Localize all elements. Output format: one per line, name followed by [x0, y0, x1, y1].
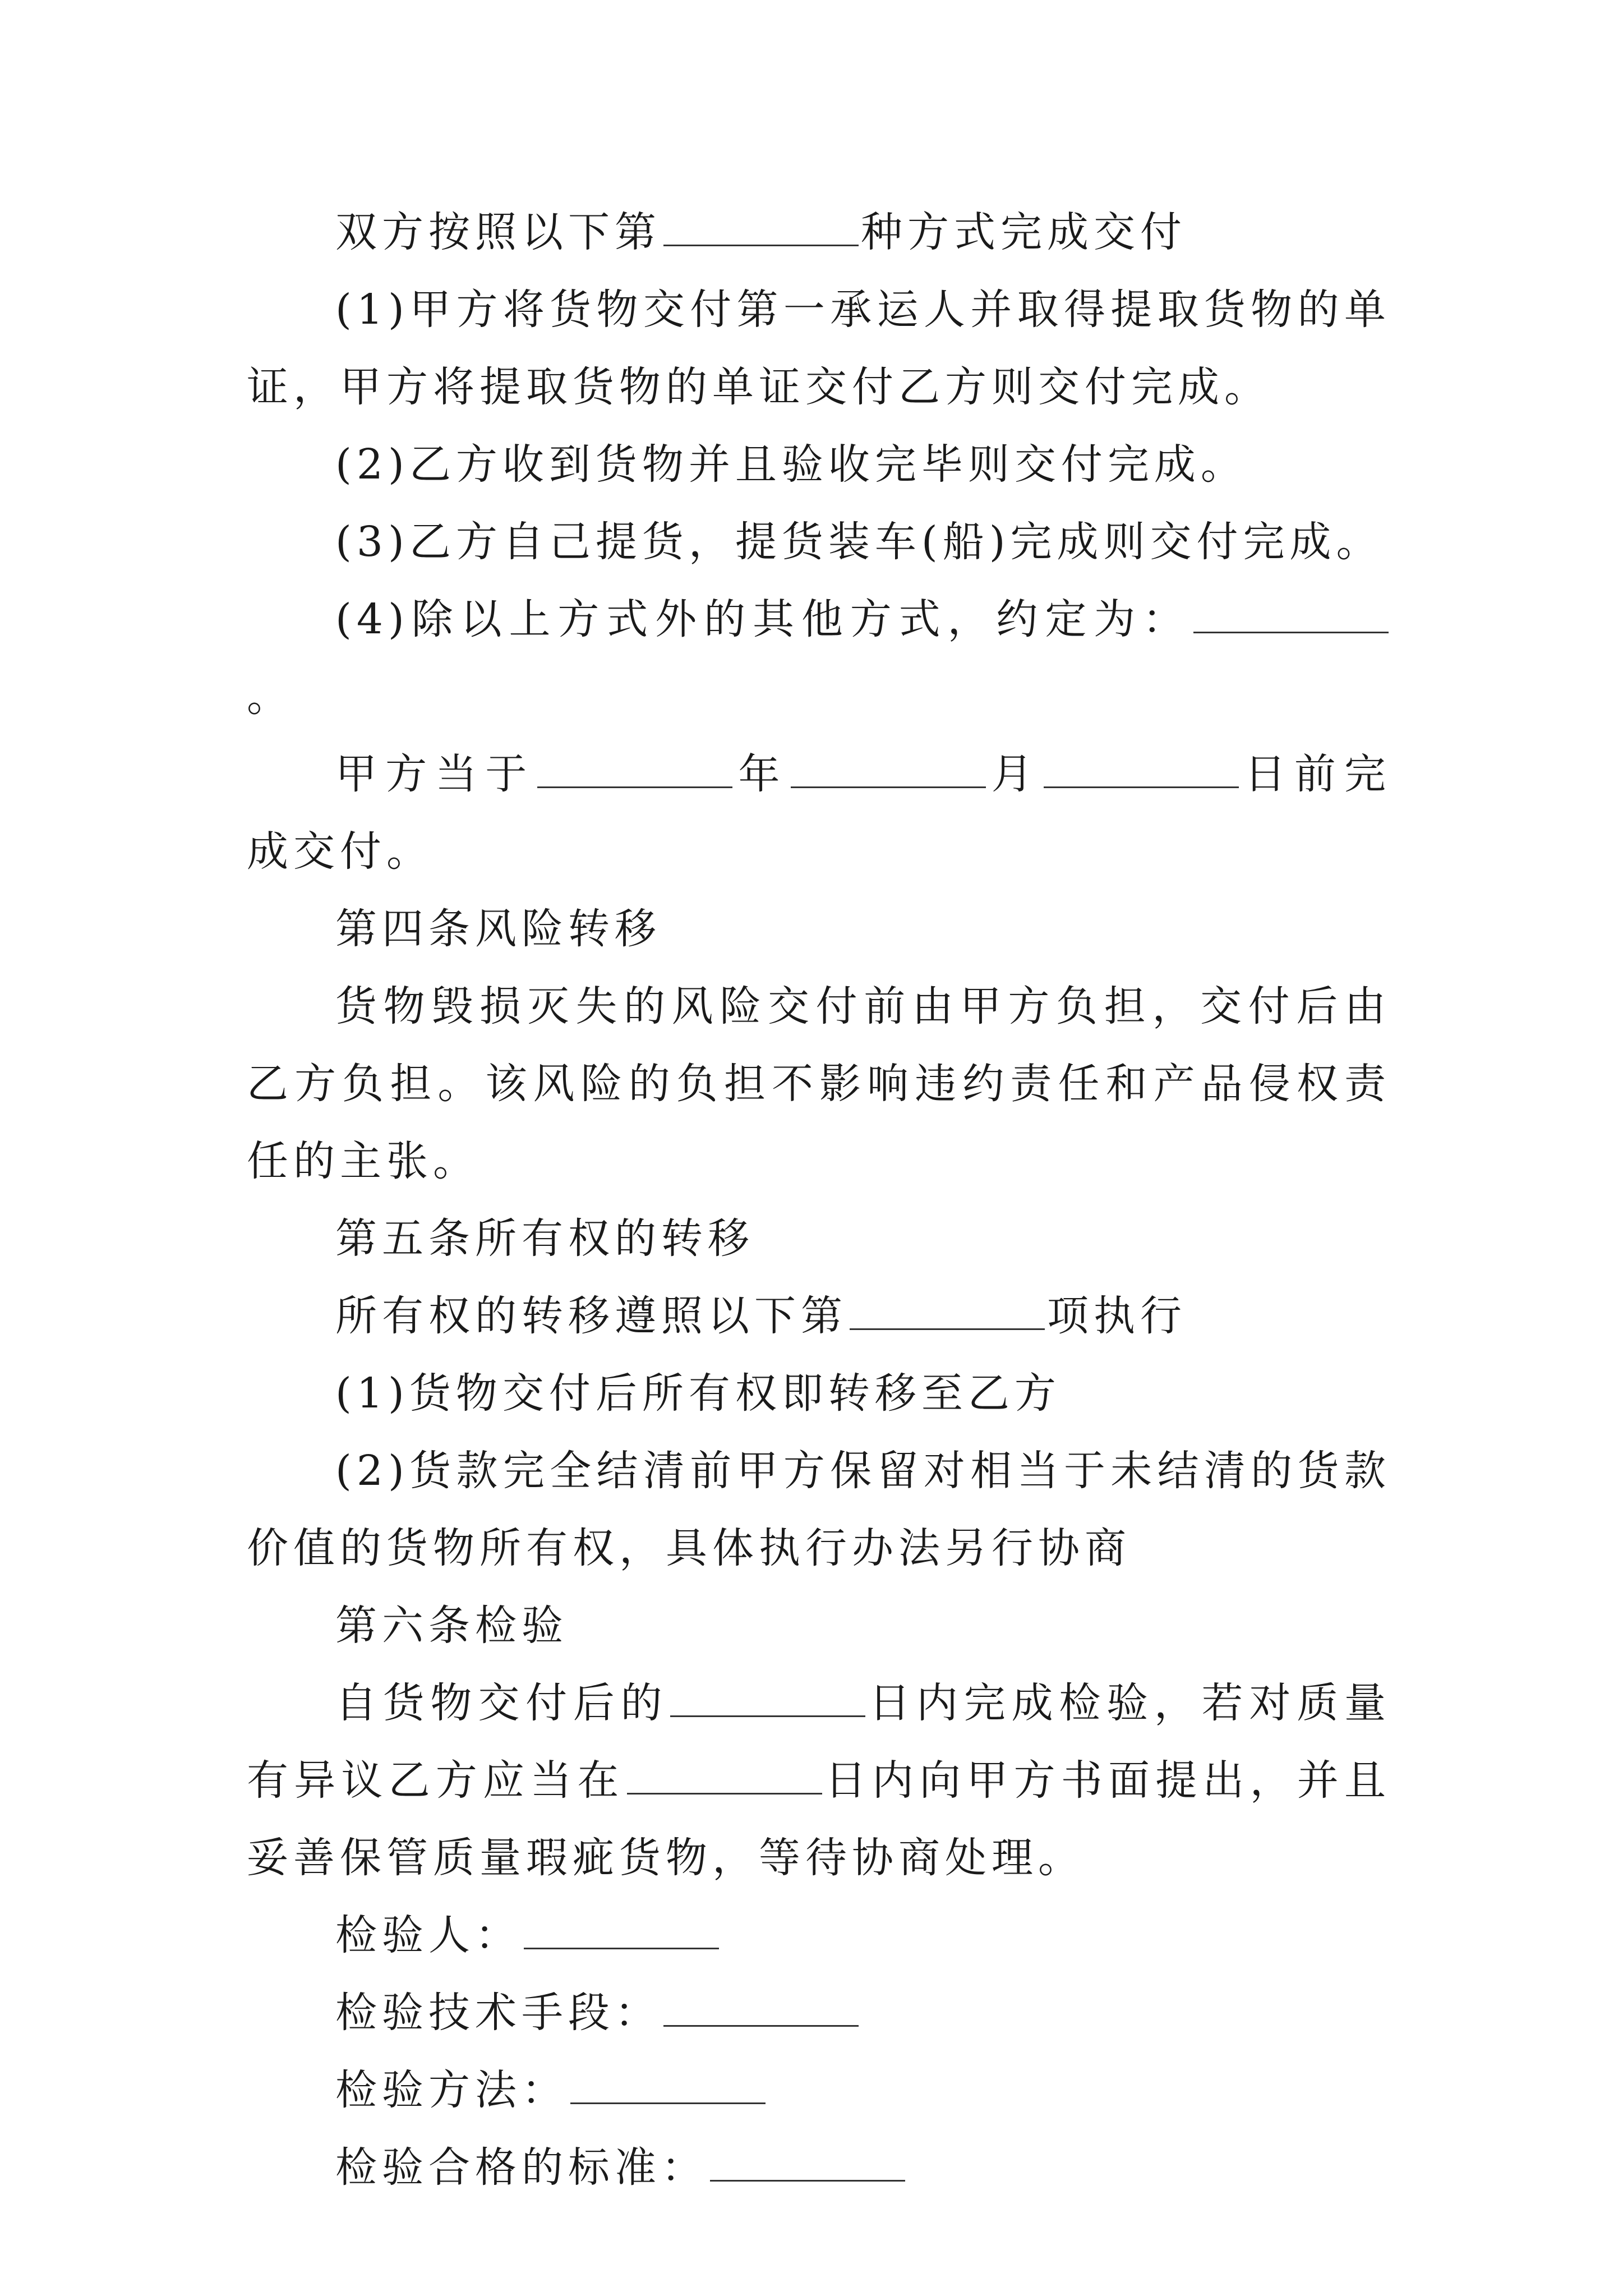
blank-field[interactable]: [1193, 594, 1389, 633]
section-heading-ownership: 第五条所有权的转移: [335, 1214, 754, 1263]
blank-field-days[interactable]: [670, 1678, 865, 1717]
inspection-standard-line: 检验合格的标准：: [247, 2129, 1391, 2206]
inspection-clause: 自货物交付后的 日内完成检验，若对质量有异议乙方应当在 日内向甲方书面提出，并且妥善保管质量瑕疵货物，等待协商处理。: [247, 1679, 1391, 1882]
section-heading-risk: 第四条风险转移: [335, 905, 661, 953]
delivery-date: 甲方当于 年 月 日前完成交付。: [247, 750, 1391, 876]
blank-field[interactable]: [570, 2065, 766, 2104]
blank-field[interactable]: [663, 207, 859, 246]
risk-clause: 货物毁损灭失的风险交付前由甲方负担，交付后由乙方负担。该风险的负担不影响违约责任和产品侵权责任的主张。: [247, 982, 1391, 1185]
inspection-technique-line: 检验技术手段：: [247, 1974, 1391, 2051]
ownership-choice: 所有权的转移遵照以下第 项执行: [335, 1292, 1187, 1340]
delivery-method-2: (2)乙方收到货物并且验收完毕则交付完成。: [335, 440, 1247, 489]
inspector-line: 检验人：: [247, 1897, 1391, 1974]
blank-field[interactable]: [710, 2142, 905, 2182]
blank-field-day[interactable]: [1044, 749, 1239, 788]
blank-field[interactable]: [524, 1910, 719, 1949]
delivery-method-choice: 双方按照以下第 种方式完成交付: [335, 208, 1187, 256]
blank-field-month[interactable]: [791, 749, 986, 788]
ownership-option-2: (2)货款完全结清前甲方保留对相当于未结清的货款价值的货物所有权，具体执行办法另行协商: [247, 1447, 1391, 1572]
blank-field-year[interactable]: [537, 749, 732, 788]
section-heading-inspection: 第六条检验: [335, 1602, 568, 1650]
delivery-method-1: (1)甲方将货物交付第一承运人并取得提取货物的单证，甲方将提取货物的单证交付乙方则交付完成。: [247, 286, 1391, 411]
blank-field[interactable]: [850, 1291, 1045, 1330]
inspection-method-line: 检验方法：: [247, 2051, 1391, 2129]
ownership-option-1: (1)货物交付后所有权即转移至乙方: [335, 1369, 1061, 1418]
blank-field-days[interactable]: [627, 1755, 822, 1795]
delivery-method-3: (3)乙方自己提货，提货装车(船)完成则交付完成。: [335, 518, 1383, 566]
delivery-method-4: (4)除以上方式外的其他方式，约定为：。: [247, 581, 1391, 735]
blank-field[interactable]: [663, 1987, 859, 2027]
document-page: [247, 194, 1391, 2206]
